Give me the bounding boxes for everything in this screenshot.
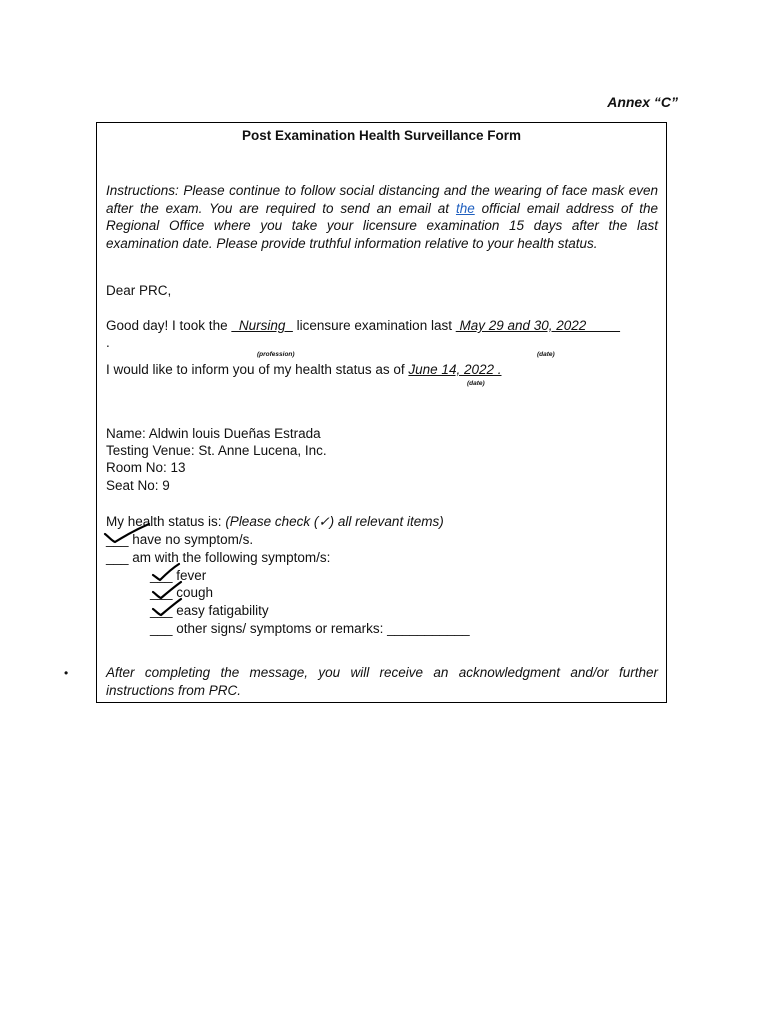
health-status-note: (Please check (✓) all relevant items) bbox=[225, 514, 444, 529]
health-status-label: My health status is: bbox=[106, 514, 226, 529]
symptom-blank: ___ bbox=[150, 621, 173, 636]
option-with-symptoms bbox=[106, 550, 330, 565]
option-blank: ___ bbox=[106, 550, 129, 565]
option-label: have no symptom/s. bbox=[128, 532, 254, 547]
salutation: Dear PRC, bbox=[106, 283, 172, 298]
status-line-prefix: I would like to inform you of my health status as of bbox=[106, 362, 409, 377]
symptom-label: easy fatigability bbox=[172, 603, 269, 618]
instructions-text-start: Instructions: Please continue to follow social distancing and the wearing of face mask even after the exam. You are required to send an email at bbox=[106, 183, 658, 216]
option-blank: ___ bbox=[106, 532, 129, 547]
status-date-caption: (date) bbox=[467, 380, 485, 387]
profession-caption: (profession) bbox=[257, 351, 295, 358]
instructions-text-end: official email address of the Regional Office where you take your licensure examination 15 days after the last examination date. Please provide truthful information relative to your health status. bbox=[106, 200, 658, 251]
seat-field: Seat No: 9 bbox=[106, 478, 170, 493]
exam-line-prefix: Good day! I took the bbox=[106, 318, 232, 333]
check-mark-icon bbox=[151, 597, 183, 619]
closing-paragraph: After completing the message, you will receive an acknowledgment and/or further instructions from PRC. bbox=[106, 665, 658, 698]
status-date-value: June 14, 2022 . bbox=[408, 362, 502, 377]
symptom-blank: ___ bbox=[150, 585, 173, 600]
annex-label: Annex “C” bbox=[607, 94, 678, 110]
symptom-label: other signs/ symptoms or remarks: ___________ bbox=[172, 621, 470, 636]
instructions-link[interactable]: the bbox=[455, 200, 475, 216]
room-field: Room No: 13 bbox=[106, 460, 186, 475]
exam-line-middle: licensure examination last bbox=[292, 318, 456, 333]
bullet-point: • bbox=[64, 666, 69, 680]
symptom-label: cough bbox=[172, 585, 214, 600]
symptom-blank: ___ bbox=[150, 603, 173, 618]
symptom-blank: ___ bbox=[150, 568, 173, 583]
profession-value: Nursing bbox=[231, 318, 293, 333]
name-field: Name: Aldwin louis Dueñas Estrada bbox=[106, 426, 321, 441]
exam-date-caption: (date) bbox=[537, 351, 555, 358]
exam-line bbox=[106, 318, 620, 333]
form-title: Post Examination Health Surveillance Form bbox=[241, 128, 522, 143]
exam-date-value: May 29 and 30, 2022 bbox=[455, 318, 621, 333]
option-label: am with the following symptom/s: bbox=[128, 550, 331, 565]
status-line bbox=[106, 362, 501, 377]
instructions-paragraph bbox=[106, 182, 658, 252]
symptom-other bbox=[150, 621, 470, 636]
symptom-label: fever bbox=[172, 568, 207, 583]
health-status-lead bbox=[106, 514, 444, 530]
venue-field: Testing Venue: St. Anne Lucena, Inc. bbox=[106, 443, 327, 458]
check-mark-icon bbox=[103, 522, 151, 546]
exam-line-trailing: . bbox=[106, 335, 110, 350]
